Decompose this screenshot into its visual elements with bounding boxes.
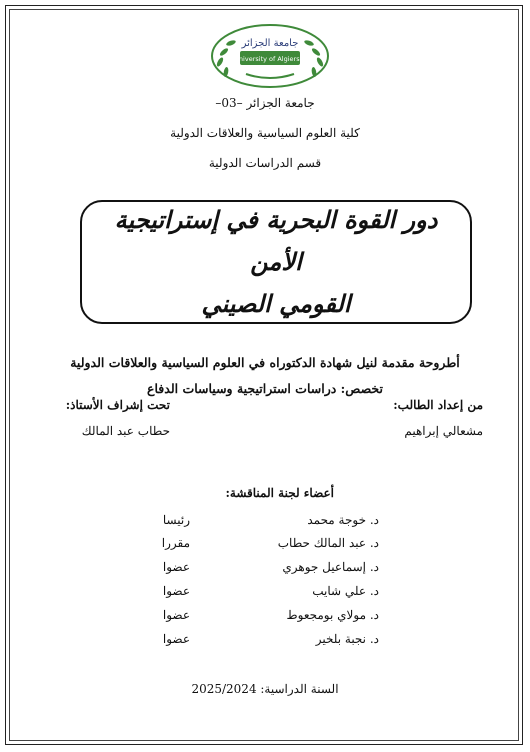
thesis-title	[82, 199, 470, 325]
committee-member-name: د. مولاي بومجعوط	[286, 608, 379, 622]
committee-member-role: مقررا	[161, 536, 190, 550]
committee-member-role: عضوا	[162, 632, 190, 646]
department-name: قسم الدراسات الدولية	[208, 156, 322, 170]
academic-year: السنة الدراسية: 2025/2024	[191, 682, 339, 696]
committee-member-name: د. إسماعيل جوهري	[282, 560, 379, 574]
university-name: جامعة الجزائر –03–	[215, 96, 315, 110]
supervisor-label: تحت إشراف الأستاذ:	[65, 398, 170, 412]
thesis-title-line1: دور القوة البحرية في إستراتيجية الأمن	[114, 205, 438, 276]
committee-member-role: عضوا	[162, 584, 190, 598]
committee-member-name: د. علي شايب	[312, 584, 379, 598]
thesis-title-line2: القومي الصيني	[201, 289, 351, 318]
committee-member-name: د. عبد المالك حطاب	[277, 536, 379, 550]
student-name: مشعالي إبراهيم	[404, 424, 483, 438]
student-label: من إعداد الطالب:	[393, 398, 483, 412]
committee-heading: أعضاء لجنة المناقشة:	[225, 486, 334, 500]
page-border-inner	[9, 9, 519, 741]
faculty-name: كلية العلوم السياسية والعلاقات الدولية	[170, 126, 360, 140]
committee-member-name: د. خوجة محمد	[307, 513, 379, 527]
committee-member-role: عضوا	[162, 608, 190, 622]
thesis-specialization: تخصص: دراسات استراتيجية وسياسات الدفاع	[147, 381, 383, 396]
title-box	[80, 200, 472, 324]
committee-member-name: د. نجبة بلخير	[315, 632, 379, 646]
committee-member-role: رئيسا	[162, 513, 190, 527]
committee-member-role: عضوا	[162, 560, 190, 574]
logo-english-text: University of Algiers 3	[234, 55, 306, 63]
university-logo	[206, 22, 334, 90]
logo-arabic-text: جامعة الجزائر	[241, 38, 299, 49]
supervisor-name: حطاب عبد المالك	[81, 424, 170, 438]
thesis-description: أطروحة مقدمة لنيل شهادة الدكتوراه في العلوم السياسية والعلاقات الدولية	[70, 355, 460, 370]
